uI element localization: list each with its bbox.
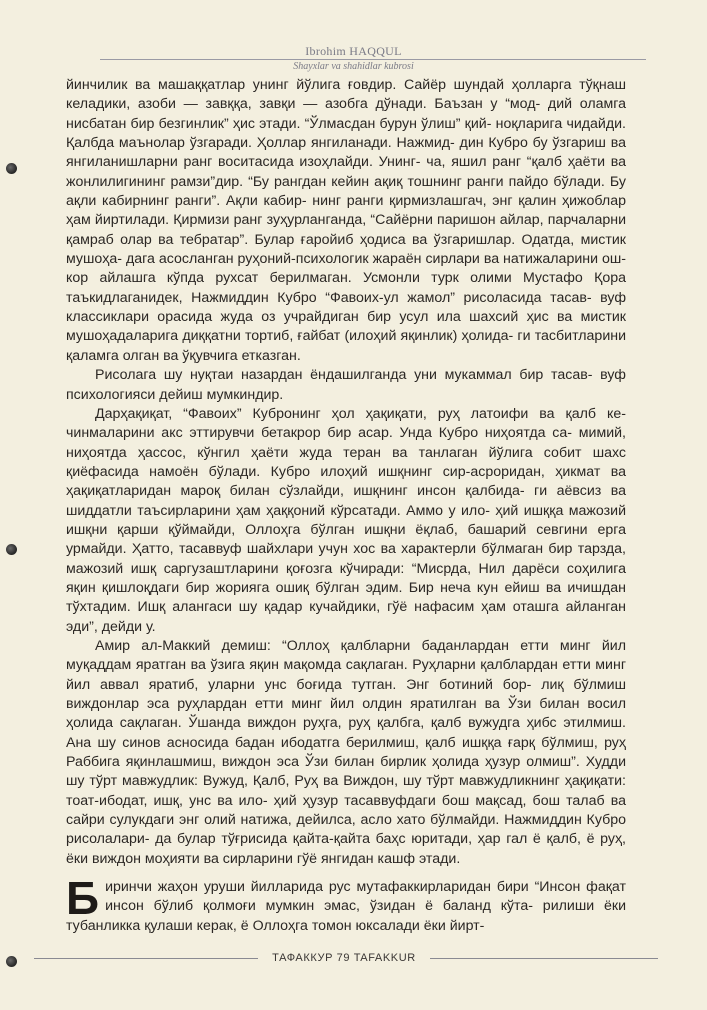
section-paragraph xyxy=(66,872,626,936)
body-text xyxy=(66,76,626,869)
drop-cap: Б xyxy=(66,872,100,924)
header-subtitle: Shayxlar va shahidlar kubrosi xyxy=(293,61,414,72)
footer-rule-right xyxy=(430,958,658,959)
new-section xyxy=(66,872,626,936)
header-author: Ibrohim HAQQUL xyxy=(305,44,402,58)
footer-label: ТАФАККУР 79 TAFAKKUR xyxy=(272,952,416,964)
binder-hole xyxy=(6,163,17,174)
paragraph: йинчилик ва машаққатлар унинг йўлига ғовдир. Сайёр шундай ҳолларга тўқнаш келадики, азоби — завққа, завқи — азобга дўнади. Баъзан у “мод- дий оламга нисбатан бир безгинлик” ҳис этади. “Ўлмасдан бурун ўлиш” қий- ноқларига чидайди. Қалбда маънолар ўзгаради. Ҳоллар янгиланади. Нажмид- дин Кубро бу ўзгариш ва янгиланишларни ранг воситасида изоҳлайди. Унинг- ча, яшил ранг “қалб ҳаёти ва жонлилигининг рамзи”дир. “Бу рангдан кейин ақиқ тошнинг ранги пайдо бўлади. Бу ақли кабирнинг ранги”. Ақли кабир- нинг ранги қирмизлашгач, энг қалин ҳижоблар ҳам йиртилади. Қирмизи ранг зуҳурланганда, “Сайёрни паришон айлар, парчаларни қамраб олар ва тебратар”. Булар ғаройиб ҳодиса ва ўзгаришлар. Одатда, мистик мушоҳа- дага асосланган руҳоний-психологик жараён сирлари ва натижаларини ош- кор айлашга кўпда рухсат берилмаган. Усмонли турк олими Мустафо Қора таъкидлаганидек, Нажмиддин Кубро “Фавоих-ул жамол” рисоласида тасав- вуф классиклари орасида жуда оз учрайдиган бир усул ила шахсий ҳис ва мистик мушоҳадаларига диққатни тортиб, ғайбат (илоҳий яқинлик) ҳолида- ги тасбитларини қаламга олган ва ўқувчига етказган. xyxy=(66,77,626,364)
binder-hole xyxy=(6,544,17,555)
paragraph: Амир ал-Маккий демиш: “Оллоҳ қалбларни баданлардан етти минг йил муқаддам яратган ва ўзига яқин мақомда сақлаган. Руҳларни қалблардан етти минг йил аввал яратиб, уларни унс боғида тутган. Энг ботиний бор- лиқ бўлмиш виждонлар эса руҳлардан етти минг йил олдин яратилган ва Ўзи билан восил ҳолида сақлаган. Ўшанда виждон руҳга, руҳ қалбга, қалб вужудга ҳибс этилмиш. Ана шу синов асносида бадан ибодатга берилмиш, қалб ишққа ғарқ бўлмиш, руҳ Раббига яқинлашмиш, виждон эса Ўзи билан бирлик ҳолида ҳузур олмиш”. Худди шу тўрт мавжудлик: Вужуд, Қалб, Руҳ ва Виждон, шу тўрт мавжудликнинг ҳақиқати: тоат-ибодат, ишқ, унс ва ило- ҳий ҳузур тасаввуфдаги бош мақсад, бош талаб ва сайри сулукдаги энг олий натижа, дейилса, асло хато бўлмайди. Нажмиддин Кубро рисолалари- да булар тўғрисида қайта-қайта баҳс юритади, ҳар гал ё қалб, ё руҳ, ёки виждон моҳияти ва сирларини гўё янгидан кашф этади. xyxy=(66,637,626,867)
paragraph: Рисолага шу нуқтаи назардан ёндашилганда уни мукаммал бир тасав- вуф психологияси дейиш мумкиндир. xyxy=(66,367,626,403)
footer-rule-left xyxy=(34,958,258,959)
paragraph: Дарҳақиқат, “Фавоих” Кубронинг ҳол ҳақиқати, руҳ латоифи ва қалб ке- чинмаларини акс эттирувчи бетакрор бир асар. Унда Кубро ниҳоятда са- мимий, ниҳоятда ҳассос, кўнгил ҳаёти жуда теран ва танлаган йўлига собит шахс қиёфасида намоён бўлади. Кубро илоҳий ишқнинг сир-асроридан, ҳикмат ва ҳақиқатларидан мароқ билан сўзлайди, ишқнинг инсон қалбида- ги аёвсиз ва шиддатли таъсирларини ҳам ҳаққоний кўрсатади. Аммо у ило- ҳий ишққа мажозий ишқни қарши қўймайди, Оллоҳга бўлган ишқни ёқлаб, башарий севгини ерга урмайди. Ҳатто, тасаввуф шайхлари учун хос ва характерли бўлмаган бир тарзда, мажозий ишқ саргузаштларини қоғозга кўчиради: “Мисрда, Нил дарёси соҳилига яқин қишлоқдаги бир жорияга ошиқ бўлган эдим. Бир неча кун ейиш ва ичишдан тўхтадим. Ишқ алангаси шу қадар кучайдики, гўё нафасим ҳам оташга айланган эди”, дейди у. xyxy=(66,405,626,635)
page-footer xyxy=(0,950,707,966)
section-text: иринчи жаҳон уруши йилларида рус мутафаккирларидан бири “Инсон фақат инсон бўлиб қолмоғи мумкин эмас, ўзидан ё баланд кўта- рилиши ёки тубанликка қулаши керак, ё Оллоҳга томон юксалади ёки йирт- xyxy=(66,879,626,934)
header-rule xyxy=(100,59,646,60)
running-header xyxy=(0,44,707,73)
